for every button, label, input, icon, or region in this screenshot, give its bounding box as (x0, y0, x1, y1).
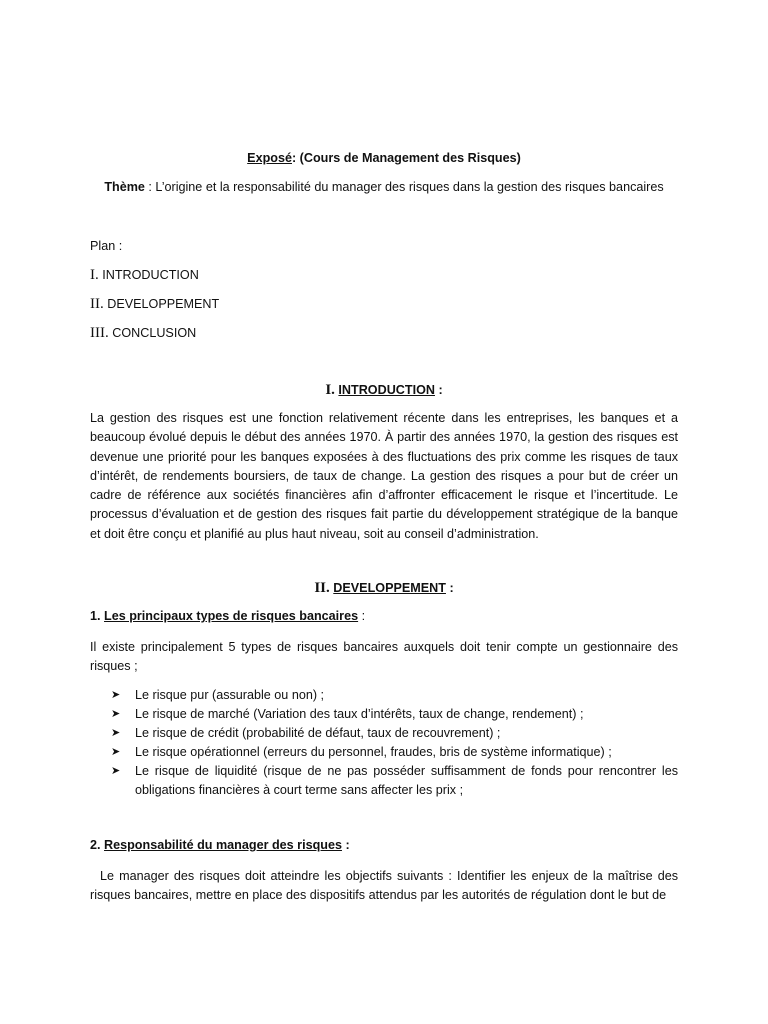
list-item (90, 762, 678, 800)
subsection-title: Responsabilité du manager des risques (104, 838, 342, 852)
arrow-bullet-icon: ➤ (111, 708, 121, 720)
subsection-1-heading (90, 609, 678, 623)
subsection-number: 1. (90, 609, 105, 623)
list-item-text: Le risque pur (assurable ou non) ; (135, 688, 325, 702)
section-colon: : (445, 581, 454, 595)
arrow-bullet-icon: ➤ (111, 765, 121, 777)
theme-text: : L’origine et la responsabilité du manager des risques dans la gestion des risques bancaires (144, 180, 664, 194)
plan-item-number: II. (90, 296, 104, 312)
plan-item-text: CONCLUSION (108, 326, 197, 340)
section-colon: : (434, 383, 443, 397)
list-item (90, 724, 678, 743)
expose-heading (90, 151, 678, 165)
section-title: INTRODUCTION (338, 383, 435, 397)
plan-item-number: III. (90, 325, 109, 341)
arrow-bullet-icon: ➤ (111, 746, 121, 758)
list-item-text: Le risque de crédit (probabilité de défaut, taux de recouvrement) ; (135, 726, 501, 740)
section-number: I. (325, 382, 335, 398)
plan-item-developpement (90, 296, 219, 313)
introduction-paragraph: La gestion des risques est une fonction relativement récente dans les entreprises, les banques et a beaucoup évolué depuis le début des années 1970. À partir des années 1970, la gestion des risques est devenue une priorité pour les banques exposées à des fluctuations des prix comme les risques de taux d’intérêt, de rendements boursiers, de taux de change. La gestion des risques a pour but de créer un cadre de référence aux sociétés financières afin d’affronter efficacement le risque et l’incertitude. Le processus d’évaluation et de gestion des risques fait partie du développement stratégique de la banque et doit être conçu et planifié au plus haut niveau, soit au conseil d’administration. (90, 411, 678, 541)
plan-item-conclusion (90, 325, 196, 342)
list-item-text: Le risque opérationnel (erreurs du personnel, fraudes, bris de système informatique) ; (135, 745, 612, 759)
plan-item-number: I. (90, 267, 99, 283)
list-item-text: Le risque de marché (Variation des taux d’intérêts, taux de change, rendement) ; (135, 707, 584, 721)
theme-label: Thème (104, 180, 145, 194)
subsection-2-heading (90, 838, 678, 852)
plan-label: Plan : (90, 239, 123, 253)
list-item-text: Le risque de liquidité (risque de ne pas posséder suffisamment de fonds pour rencontrer les obligations financières à court terme sans affecter les prix ; (135, 764, 678, 797)
arrow-bullet-icon: ➤ (111, 727, 121, 739)
subsection-2-text: Le manager des risques doit atteindre les objectifs suivants : Identifier les enjeux de la maîtrise des risques bancaires, mettre en place des dispositifs attendus par les autorités de régulation dont le but de (90, 869, 678, 903)
plan-item-text: DEVELOPPEMENT (103, 297, 220, 311)
theme-line (60, 180, 708, 194)
subsection-colon: : (341, 838, 350, 852)
developpement-heading (90, 580, 678, 597)
plan-item-introduction (90, 267, 199, 284)
section-title: DEVELOPPEMENT (333, 581, 446, 595)
subsection-number: 2. (90, 838, 105, 852)
expose-label: Exposé (247, 151, 292, 165)
arrow-bullet-icon: ➤ (111, 689, 121, 701)
list-item (90, 705, 678, 724)
list-item (90, 743, 678, 762)
subsection-1-text: Il existe principalement 5 types de risques bancaires auxquels doit tenir compte un gestionnaire des risques ; (90, 640, 678, 674)
plan-item-text: INTRODUCTION (98, 268, 199, 282)
section-number: II. (314, 580, 330, 596)
introduction-heading (90, 382, 678, 399)
subsection-title: Les principaux types de risques bancaires (104, 609, 359, 623)
list-item (90, 686, 678, 705)
subsection-colon: : (358, 609, 366, 623)
expose-rest: : (Cours de Management des Risques) (291, 151, 521, 165)
risk-types-list (90, 686, 678, 800)
